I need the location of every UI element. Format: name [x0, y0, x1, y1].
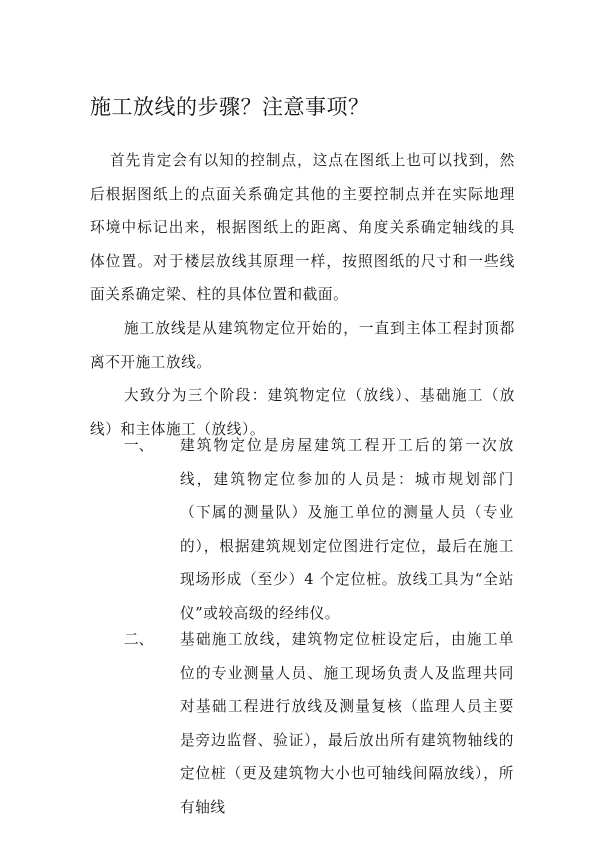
- list-item-text: 基础施工放线，建筑物定位桩设定后，由施工单位的专业测量人员、施工现场负责人及监理共同对基础工程进行放线及测量复核（监理人员主要是旁边监督、验证），最后放出所有建筑物轴线的定位桩（更及建筑物大小也可轴线间隔放线），所有轴线: [180, 631, 514, 816]
- list-marker: 一、: [124, 437, 154, 454]
- list-marker: 二、: [124, 631, 154, 648]
- paragraph-control-points: 首先肯定会有以知的控制点，这点在图纸上也可以找到，然后根据图纸上的点面关系确定其他的主要控制点并在实际地理环境中标记出来，根据图纸上的距离、角度关系确定轴线的具体位置。对于楼层放线其原理一样，按照图纸的尺寸和一些线面关系确定梁、柱的具体位置和截面。: [90, 152, 515, 303]
- list-item-text: 建筑物定位是房屋建筑工程开工后的第一次放线，建筑物定位参加的人员是：城市规划部门（下属的测量队）及施工单位的测量人员（专业的），根据建筑规划定位图进行定位，最后在施工现场形成（至少）4 个定位桩。放线工具为“全站仪”或较高级的经纬仪。: [180, 437, 514, 622]
- paragraph-stakeout-scope: 施工放线是从建筑物定位开始的，一直到主体工程封顶都离不开施工放线。: [90, 320, 515, 371]
- paragraph-three-stages: 大致分为三个阶段：建筑物定位（放线）、基础施工（放线）和主体施工（放线）。: [90, 387, 515, 438]
- document-title: 施工放线的步骤？注意事项？: [90, 95, 370, 119]
